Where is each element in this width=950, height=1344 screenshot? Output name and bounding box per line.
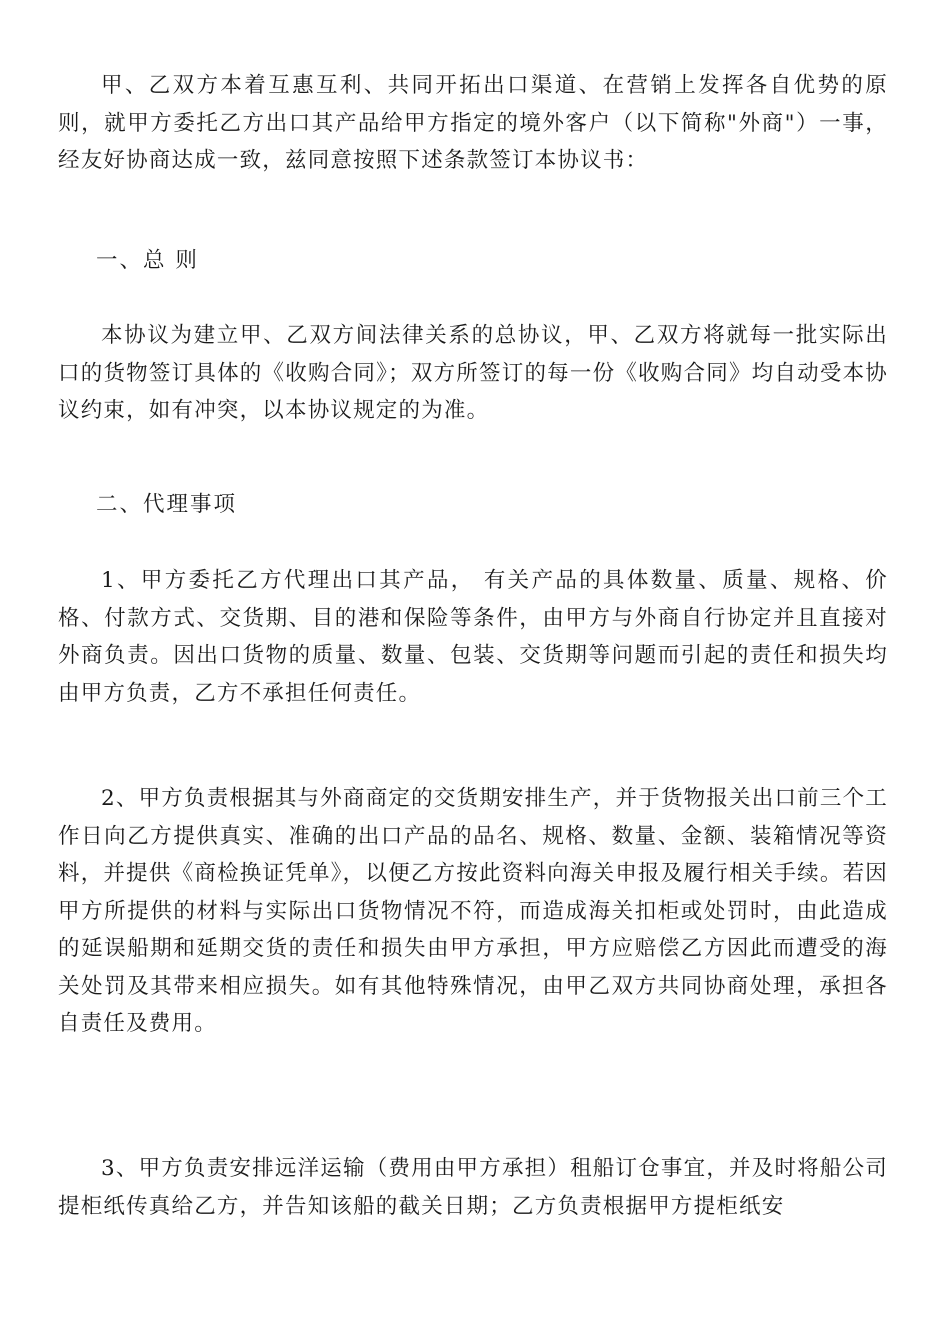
agency-item-2: 2、甲方负责根据其与外商商定的交货期安排生产，并于货物报关出口前三个工作日向乙方提供真实、准确的出口产品的品名、规格、数量、金额、装箱情况等资料，并提供《商检换证凭单》，以便乙方按此资料向海关申报及履行相关手续。若因甲方所提供的材料与实际出口货物情况不符，而造成海关扣柜或处罚时，由此造成的延误船期和延期交货的责任和损失由甲方承担，甲方应赔偿乙方因此而遭受的海关处罚及其带来相应损失。如有其他特殊情况，由甲乙双方共同协商处理，承担各自责任及费用。	[58, 786, 888, 1036]
agency-item-3: 3、甲方负责安排远洋运输（费用由甲方承担）租船订仓事宜，并及时将船公司提柜纸传真给乙方，并告知该船的截关日期；乙方负责根据甲方提柜纸安	[58, 1156, 888, 1219]
section-heading-general: 一、总 则	[96, 248, 199, 273]
general-paragraph: 本协议为建立甲、乙双方间法律关系的总协议，甲、乙双方将就每一批实际出口的货物签订具体的《收购合同》；双方所签订的每一份《收购合同》均自动受本协议约束，如有冲突，以本协议规定的为准。	[58, 323, 888, 423]
agency-item-1: 1、甲方委托乙方代理出口其产品， 有关产品的具体数量、质量、规格、价格、付款方式、交货期、目的港和保险等条件，由甲方与外商自行协定并且直接对外商负责。因出口货物的质量、数量、包装、交货期等问题而引起的责任和损失均由甲方负责，乙方不承担任何责任。	[58, 568, 888, 706]
section-heading-agency: 二、代理事项	[96, 492, 238, 517]
intro-paragraph: 甲、乙双方本着互惠互利、共同开拓出口渠道、在营销上发挥各自优势的原则，就甲方委托乙方出口其产品给甲方指定的境外客户（以下简称"外商"）一事，经友好协商达成一致，兹同意按照下述条款签订本协议书：	[58, 73, 888, 173]
